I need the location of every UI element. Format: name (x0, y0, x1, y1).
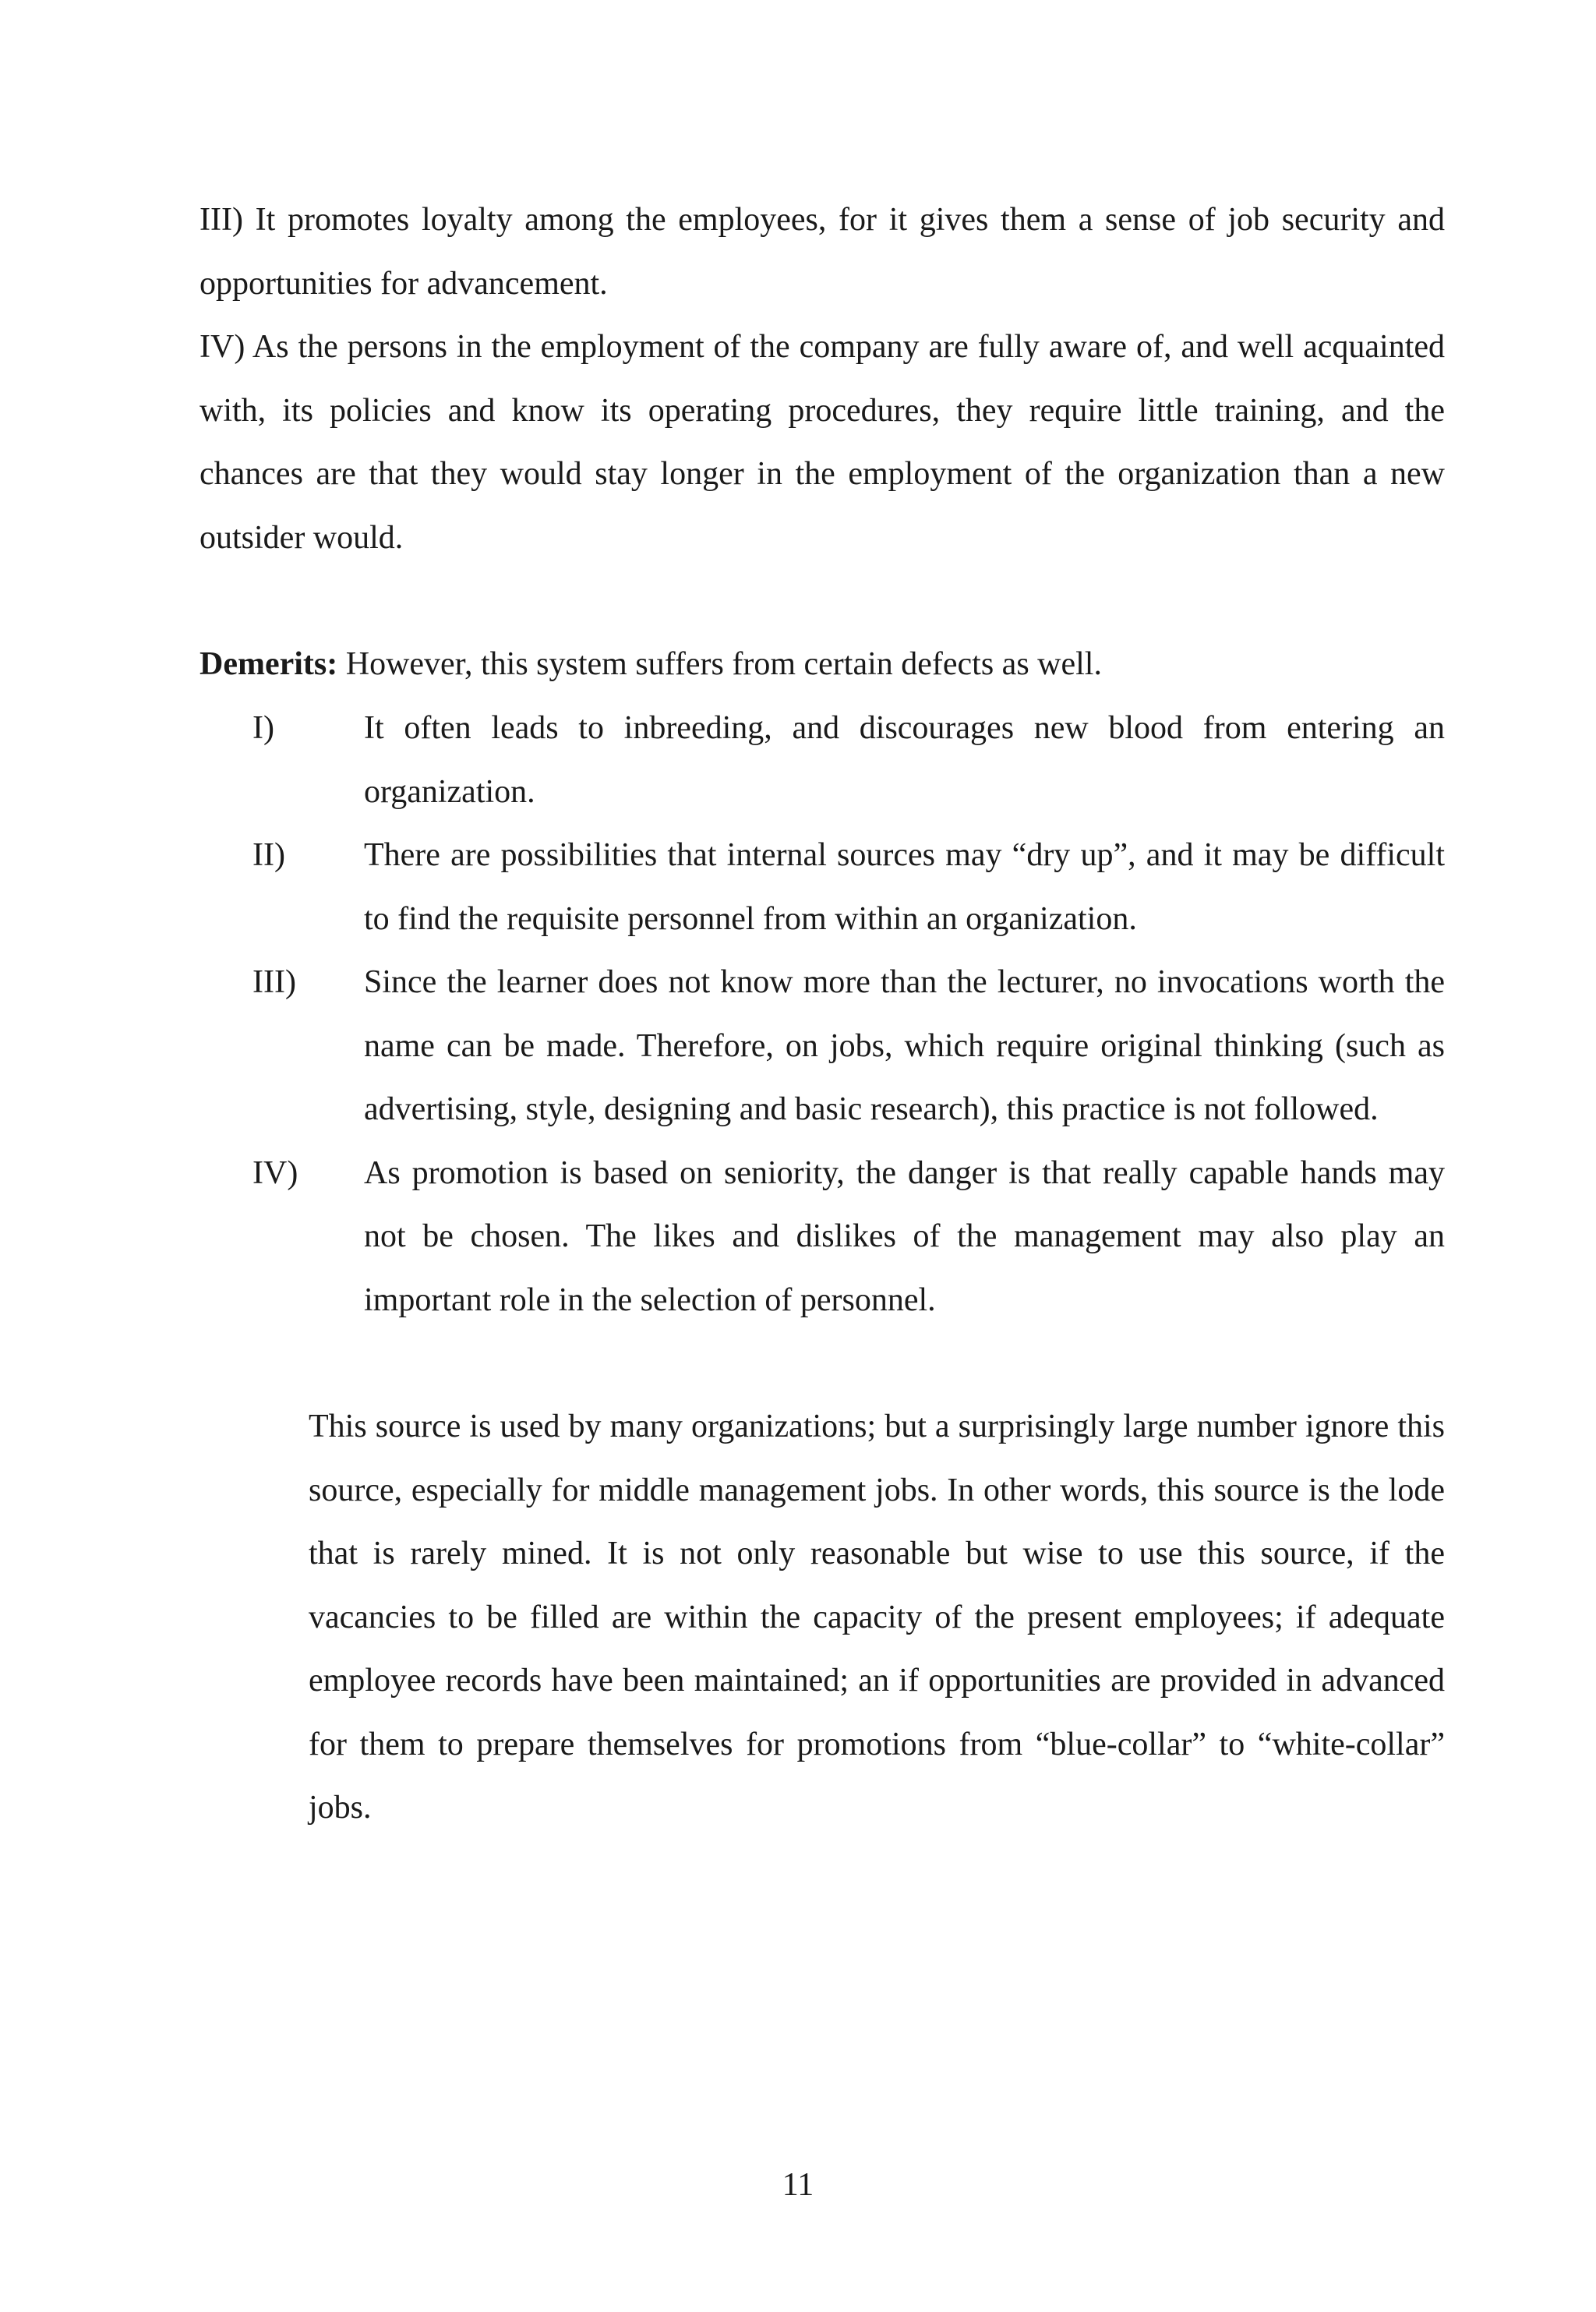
demerits-heading (200, 633, 1445, 697)
list-item-numeral: III) (252, 964, 296, 1000)
list-item (200, 697, 1445, 824)
demerits-list (200, 697, 1445, 1332)
demerits-label: Demerits: (200, 646, 338, 682)
list-item-numeral: IV) (252, 1154, 298, 1191)
list-item-text: It often leads to inbreeding, and discourages new blood from entering an organization. (364, 710, 1445, 810)
list-item (200, 951, 1445, 1142)
list-item-numeral: I) (252, 710, 274, 746)
list-item-text: As promotion is based on seniority, the danger is that really capable hands may not be chosen. The likes and dislikes of the management may also play an important role in the selection of personnel. (364, 1154, 1445, 1318)
demerits-intro: However, this system suffers from certain defects as well. (337, 646, 1102, 682)
paragraph-merit-iv: IV) As the persons in the employment of the company are fully aware of, and well acquainted with, its policies and know its operating procedures, they require little training, and the chances are that they would stay longer in the employment of the organization than a new outsider would. (200, 329, 1445, 556)
list-item-text: Since the learner does not know more than the lecturer, no invocations worth the name can be made. Therefore, on jobs, which require original thinking (such as advertising, style, designing and basic research), this practice is not followed. (364, 964, 1445, 1127)
paragraph-merit-iii: III) It promotes loyalty among the employees, for it gives them a sense of job security and opportunities for advancement. (200, 202, 1445, 302)
list-item-text: There are possibilities that internal sources may “dry up”, and it may be difficult to find the requisite personnel from within an organization. (364, 837, 1445, 937)
page-number: 11 (782, 2167, 814, 2203)
list-item-numeral: II) (252, 837, 285, 873)
closing-paragraph: This source is used by many organizations; but a surprisingly large number ignore this source, especially for middle management jobs. In other words, this source is the lode that is rarely mined. It is not only reasonable but wise to use this source, if the vacancies to be filled are within the capacity of the present employees; if adequate employee records have been maintained; an if opportunities are provided in advanced for them to prepare themselves for promotions from “blue-collar” to “white-collar” jobs. (309, 1409, 1445, 1826)
list-item (200, 1142, 1445, 1333)
top-section (200, 189, 1445, 570)
list-item (200, 824, 1445, 951)
